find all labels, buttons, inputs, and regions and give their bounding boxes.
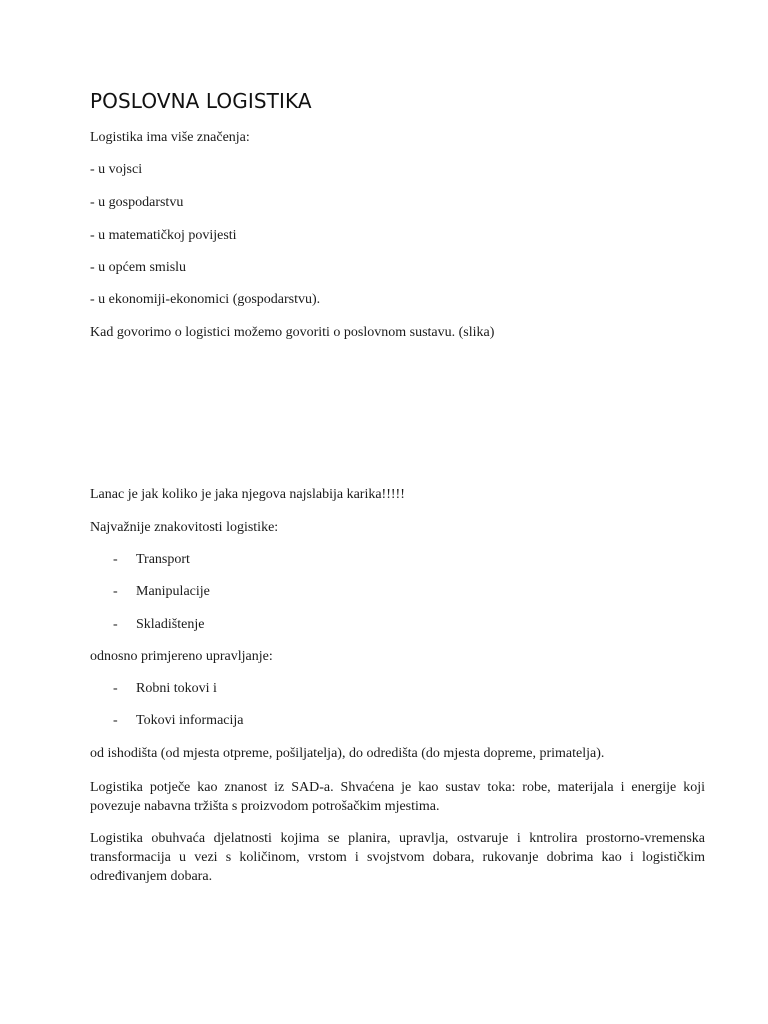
- page-title: POSLOVNA LOGISTIKA: [90, 89, 312, 113]
- intro-text: Logistika ima više značenja:: [90, 130, 250, 145]
- feature-item: Manipulacije: [136, 584, 210, 599]
- bullet-marker: -: [113, 552, 118, 567]
- feature-item: Skladištenje: [136, 617, 205, 632]
- chain-sentence: Lanac je jak koliko je jaka njegova najslabija karika!!!!!: [90, 487, 405, 502]
- origin-sentence: od ishodišta (od mjesta otpreme, pošiljatelja), do odredišta (do mjesta dopreme, primatelja).: [90, 746, 605, 761]
- meaning-item: - u općem smislu: [90, 260, 187, 275]
- flow-item: Tokovi informacija: [136, 713, 244, 728]
- flow-item: Robni tokovi i: [136, 681, 217, 696]
- paragraph-scope: Logistika obuhvaća djelatnosti kojima se planira, upravlja, ostvaruje i kntrolira prostorno-vremenska transformacija u vezi s količinom, vrstom i svojstvom dobara, rukovanje dobrima kao i logističkim određivanjem dobara.: [90, 831, 705, 884]
- system-sentence: Kad govorimo o logistici možemo govoriti o poslovnom sustavu. (slika): [90, 325, 495, 340]
- feature-item: Transport: [136, 552, 190, 567]
- meaning-item: - u vojsci: [90, 162, 143, 177]
- bullet-marker: -: [113, 681, 118, 696]
- meaning-item: - u gospodarstvu: [90, 195, 184, 210]
- features-intro: Najvažnije znakovitosti logistike:: [90, 520, 279, 535]
- bullet-marker: -: [113, 584, 118, 599]
- bullet-marker: -: [113, 617, 118, 632]
- meaning-item: - u matematičkoj povijesti: [90, 228, 237, 243]
- bullet-marker: -: [113, 713, 118, 728]
- paragraph-usa: Logistika potječe kao znanost iz SAD-a. Shvaćena je kao sustav toka: robe, materijala i energije koji povezuje nabavna tržišta s proizvodom potrošačkim mjestima.: [90, 780, 705, 814]
- meaning-item: - u ekonomiji-ekonomici (gospodarstvu).: [90, 292, 321, 307]
- management-intro: odnosno primjereno upravljanje:: [90, 649, 273, 664]
